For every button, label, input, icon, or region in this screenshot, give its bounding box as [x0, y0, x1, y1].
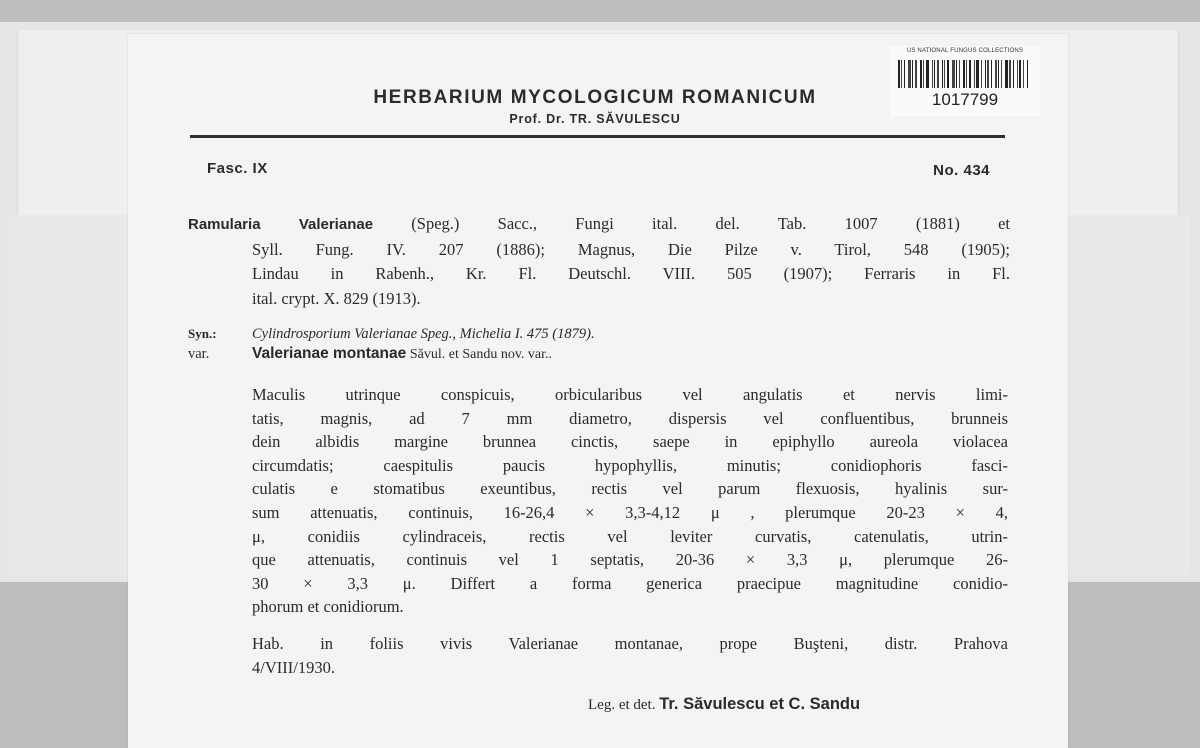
barcode-bar	[1001, 60, 1002, 88]
description-line: dein albidis margine brunnea cinctis, saepe in epiphyllo aureola violacea	[252, 432, 1008, 452]
header-divider	[190, 135, 1005, 138]
barcode-bar	[934, 60, 935, 88]
taxon-name: Ramularia Valerianae	[188, 216, 374, 233]
barcode-bar	[904, 60, 905, 88]
synonym-row	[188, 326, 1008, 343]
barcode-bar	[952, 60, 955, 88]
description-line: que attenuatis, continuis vel 1 septatis, 20-36 × 3,3 μ, plerumque 26-	[252, 550, 1008, 570]
description-line: sum attenuatis, continuis, 16-26,4 × 3,3-4,12 μ , plerumque 20-23 × 4,	[252, 502, 1008, 522]
variety-row	[188, 345, 1008, 363]
description-line: circumdatis; caespitulis paucis hypophyllis, minutis; conidiophoris fasci-	[252, 455, 1008, 475]
collector-names: Tr. Săvulescu et C. Sandu	[659, 695, 861, 713]
barcode-bar	[923, 60, 924, 88]
variety-name: Valerianae montanae	[252, 345, 407, 362]
description-line: Maculis utrinque conspicuis, orbicularibus vel angulatis et nervis limi-	[252, 385, 1008, 404]
fascicle-label: Fasc. IX	[207, 160, 268, 177]
barcode-bar	[1017, 60, 1018, 88]
citation-line-1	[188, 212, 1010, 238]
barcode-bar	[956, 60, 957, 88]
synonym-text: Cylindrosporium Valerianae Speg., Michelia I. 475 (1879).	[252, 326, 595, 342]
collector-prefix: Leg. et det.	[588, 697, 656, 713]
taxon-citation	[188, 212, 1010, 311]
barcode-bar	[963, 60, 965, 88]
barcode-bar	[901, 60, 902, 88]
variety-label: var.	[188, 346, 210, 362]
barcode-bar	[1023, 60, 1024, 88]
barcode-caption: US NATIONAL FUNGUS COLLECTIONS	[906, 48, 1024, 54]
envelope-side-left	[8, 215, 133, 575]
herbarium-title: HERBARIUM MYCOLOGICUM ROMANICUM	[373, 87, 817, 108]
description-line: 30 × 3,3 μ. Differt a forma generica praecipue magnitudine conidio-	[252, 573, 1008, 593]
barcode-bar	[926, 60, 929, 88]
habitat-line: Hab. in foliis vivis Valerianae montanae, prope Buşteni, distr. Prahova	[252, 634, 1008, 653]
barcode-bar	[898, 60, 900, 88]
barcode-icon	[898, 60, 1032, 88]
barcode-bar	[995, 60, 997, 88]
barcode-bar	[959, 60, 960, 88]
barcode-bar	[985, 60, 986, 88]
barcode-bar	[912, 60, 913, 88]
habitat-line: 4/VIII/1930.	[252, 657, 335, 677]
barcode-bar	[976, 60, 979, 88]
collector-line	[588, 695, 978, 714]
barcode-bar	[944, 60, 945, 88]
barcode-bar	[969, 60, 971, 88]
barcode-number: 1017799	[931, 90, 999, 109]
citation-line-4: ital. crypt. X. 829 (1913).	[252, 288, 421, 308]
barcode-bar	[1005, 60, 1008, 88]
barcode-bar	[981, 60, 982, 88]
barcode-bar	[991, 60, 992, 88]
barcode-bar	[966, 60, 967, 88]
variety-author: Săvul. et Sandu nov. var..	[409, 347, 553, 362]
synonym-label: Syn.:	[188, 326, 217, 341]
citation-line-2: Syll. Fung. IV. 207 (1886); Magnus, Die Pilze v. Tirol, 548 (1905);	[252, 239, 1010, 259]
specimen-number: No. 434	[933, 162, 990, 179]
barcode-bar	[942, 60, 943, 88]
envelope-side-right	[1068, 215, 1190, 575]
description-line: culatis e stomatibus exeuntibus, rectis vel parum flexuosis, hyalinis sur-	[252, 479, 1008, 499]
citation-line-1-rest: (Speg.) Sacc., Fungi ital. del. Tab. 1007 (1881) et	[411, 214, 1010, 233]
habitat-text	[252, 632, 1008, 679]
barcode-bar	[1013, 60, 1014, 88]
barcode-bar	[1009, 60, 1011, 88]
description-line: phorum et conidiorum.	[252, 597, 404, 617]
barcode-bar	[932, 60, 933, 88]
barcode-bar	[915, 60, 917, 88]
herbarium-subtitle: Prof. Dr. TR. SĂVULESCU	[509, 112, 681, 126]
barcode-bar	[1019, 60, 1021, 88]
barcode-bar	[947, 60, 949, 88]
description-line: μ, conidiis cylindraceis, rectis vel leviter curvatis, catenulatis, utrin-	[252, 526, 1008, 546]
description-line: tatis, magnis, ad 7 mm diametro, dispersis vel confluentibus, brunneis	[252, 408, 1008, 428]
barcode-bar	[1027, 60, 1028, 88]
barcode-bar	[987, 60, 989, 88]
barcode-bar	[974, 60, 975, 88]
citation-line-3: Lindau in Rabenh., Kr. Fl. Deutschl. VIII. 505 (1907); Ferraris in Fl.	[252, 264, 1010, 283]
barcode-bar	[920, 60, 922, 88]
barcode-bar	[937, 60, 939, 88]
latin-description	[252, 383, 1008, 619]
barcode-bar	[998, 60, 999, 88]
barcode-bar	[908, 60, 911, 88]
